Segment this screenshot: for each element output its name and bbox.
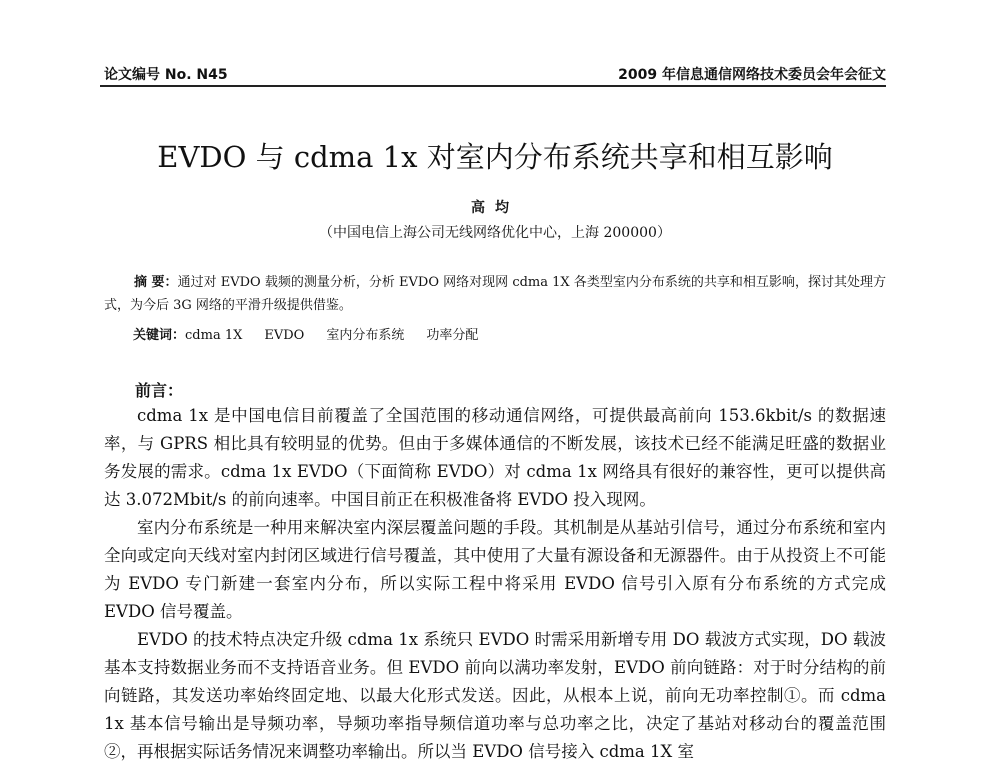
keywords bbox=[133, 324, 500, 343]
paragraph: cdma 1x 是中国电信目前覆盖了全国范围的移动通信网络，可提供最高前向 153.6kbit/s 的数据速率，与 GPRS 相比具有较明显的优势。但由于多媒体通信的不断发展，该技术已经不能满足旺盛的数据业务发展的需求。cdma 1x EVDO（下面简称 EVDO）对 cdma 1x 网络具有很好的兼容性，更可以提供高达 3.072Mbit/s 的前向速率。中国目前正在积极准备将 EVDO 投入现网。 bbox=[104, 406, 886, 509]
abstract bbox=[104, 271, 886, 317]
abstract-label: 摘 要： bbox=[134, 275, 178, 290]
abstract-text: 通过对 EVDO 载频的测量分析，分析 EVDO 网络对现网 cdma 1X 各类型室内分布系统的共享和相互影响，探讨其处理方式，为今后 3G 网络的平滑升级提供借鉴。 bbox=[104, 275, 886, 313]
paragraph: EVDO 的技术特点决定升级 cdma 1x 系统只 EVDO 时需采用新增专用 DO 载波方式实现，DO 载波基本支持数据业务而不支持语音业务。但 EVDO 前向以满功率发射，EVDO 前向链路：对于时分结构的前向链路，其发送功率始终固定地、以最大化形式发送。因此，从根本上说，前向无功率控制①。而 cdma 1x 基本信号输出是导频功率，导频功率指导频信道功率与总功率之比，决定了基站对移动台的覆盖范围②，再根据实际话务情况来调整功率输出。所以当 EVDO 信号接入 cdma 1X 室 bbox=[104, 630, 886, 761]
author: 高均 bbox=[471, 200, 519, 216]
paragraph: 室内分布系统是一种用来解决室内深层覆盖问题的手段。其机制是从基站引信号，通过分布系统和室内全向或定向天线对室内封闭区域进行信号覆盖，其中使用了大量有源设备和无源器件。由于从投资上不可能为 EVDO 专门新建一套室内分布，所以实际工程中将采用 EVDO 信号引入原有分布系统的方式完成 EVDO 信号覆盖。 bbox=[104, 518, 886, 621]
keyword-item: EVDO bbox=[264, 328, 305, 343]
conference-name: 2009 年信息通信网络技术委员会年会征文 bbox=[618, 67, 886, 83]
keyword-item: 室内分布系统 bbox=[326, 328, 405, 343]
body-text bbox=[104, 402, 886, 766]
keyword-item: 功率分配 bbox=[426, 328, 479, 343]
affiliation: （中国电信上海公司无线网络优化中心，上海 200000） bbox=[319, 225, 671, 241]
header-rule bbox=[100, 85, 886, 87]
keyword-item: cdma 1X bbox=[185, 328, 243, 343]
page-header bbox=[104, 60, 886, 84]
paper-title: EVDO 与 cdma 1x 对室内分布系统共享和相互影响 bbox=[157, 140, 833, 174]
paper-number: 论文编号 No. N45 bbox=[104, 67, 228, 83]
section-title: 前言： bbox=[135, 381, 184, 400]
keywords-label: 关键词： bbox=[133, 328, 186, 343]
